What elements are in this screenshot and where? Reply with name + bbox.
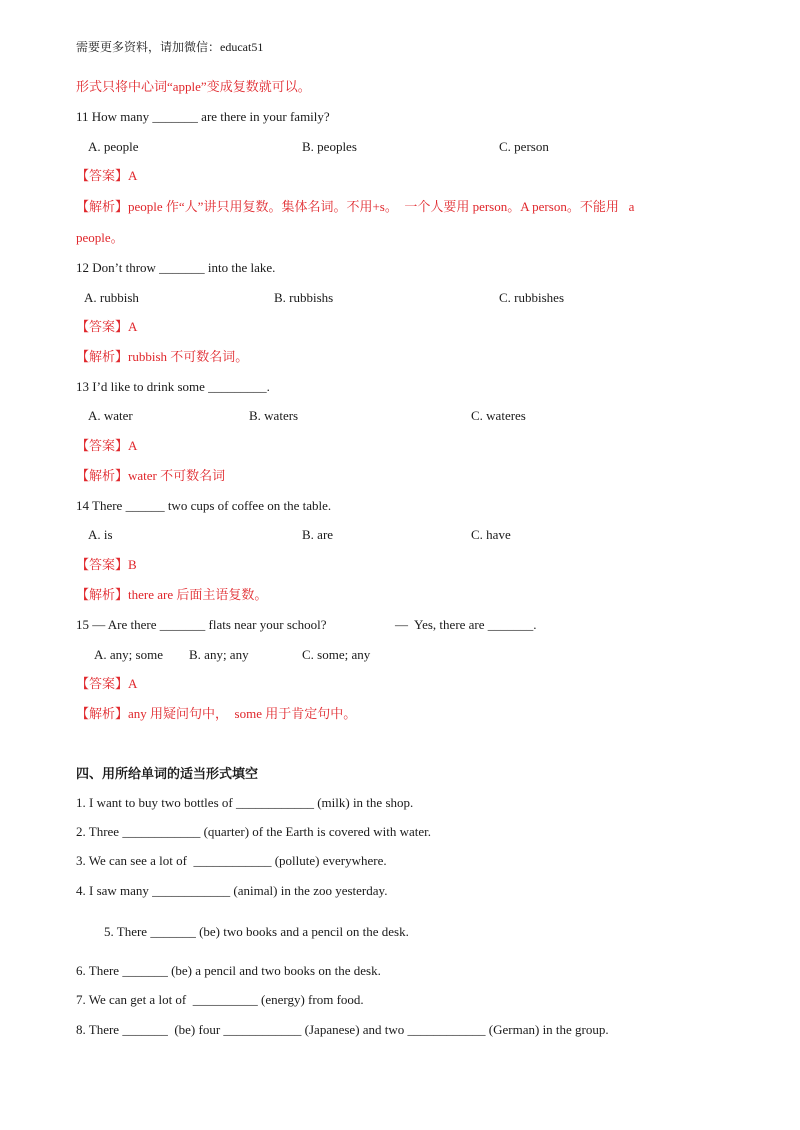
question-13-analysis: 【解析】water 不可数名词 bbox=[76, 468, 226, 483]
question-12-option-c: C. rubbishes bbox=[499, 290, 564, 305]
question-15-option-c: C. some; any bbox=[302, 647, 371, 662]
section-4-item-6: 6. There _______ (be) a pencil and two books on the desk. bbox=[76, 963, 381, 978]
section-4-item-7: 7. We can get a lot of __________ (energy) from food. bbox=[76, 992, 364, 1007]
question-14-stem: 14 There ______ two cups of coffee on the table. bbox=[76, 498, 332, 513]
section-4-item-8: 8. There _______ (be) four ____________ (Japanese) and two ____________ (German) in the group. bbox=[76, 1022, 609, 1037]
question-13-option-c: C. wateres bbox=[471, 408, 526, 423]
section-4-item-3: 3. We can see a lot of ____________ (pollute) everywhere. bbox=[76, 853, 387, 868]
question-14-answer: 【答案】B bbox=[76, 557, 137, 572]
question-11-option-c: C. person bbox=[499, 139, 549, 154]
question-12-option-a: A. rubbish bbox=[84, 290, 139, 305]
question-11-stem: 11 How many _______ are there in your family? bbox=[76, 109, 330, 124]
question-12-answer: 【答案】A bbox=[76, 319, 138, 334]
question-12-stem: 12 Don’t throw _______ into the lake. bbox=[76, 260, 276, 275]
section-4-item-4: 4. I saw many ____________ (animal) in the zoo yesterday. bbox=[76, 883, 388, 898]
question-15-stem: 15 — Are there _______ flats near your school? bbox=[76, 617, 327, 632]
question-15-analysis: 【解析】any 用疑问句中， some 用于肯定句中。 bbox=[76, 706, 357, 721]
section-4-item-5: 5. There _______ (be) two books and a pencil on the desk. bbox=[104, 924, 409, 939]
section-4-item-1: 1. I want to buy two bottles of ____________ (milk) in the shop. bbox=[76, 795, 414, 810]
question-11-analysis-cont: people。 bbox=[76, 230, 124, 245]
question-11-option-b: B. peoples bbox=[302, 139, 357, 154]
question-14-option-a: A. is bbox=[88, 527, 113, 542]
question-15-reply: — Yes, there are _______. bbox=[395, 617, 537, 632]
question-11-option-a: A. people bbox=[88, 139, 139, 154]
question-13-option-b: B. waters bbox=[249, 408, 299, 423]
intro-note: 形式只将中心词“apple”变成复数就可以。 bbox=[76, 79, 311, 94]
question-12-analysis: 【解析】rubbish 不可数名词。 bbox=[76, 349, 249, 364]
question-14-option-c: C. have bbox=[471, 527, 511, 542]
question-15-option-a: A. any; some bbox=[94, 647, 163, 662]
question-11-answer: 【答案】A bbox=[76, 168, 138, 183]
question-14-option-b: B. are bbox=[302, 527, 334, 542]
question-11-analysis: 【解析】people 作“人”讲只用复数。集体名词。不用+s。 一个人要用 person。A person。不能用 a bbox=[76, 199, 635, 214]
question-15-option-b: B. any; any bbox=[189, 647, 249, 662]
question-13-option-a: A. water bbox=[88, 408, 133, 423]
question-14-analysis: 【解析】there are 后面主语复数。 bbox=[76, 587, 268, 602]
question-15-answer: 【答案】A bbox=[76, 676, 138, 691]
question-13-stem: 13 I’d like to drink some _________. bbox=[76, 379, 270, 394]
section-4-item-2: 2. Three ____________ (quarter) of the Earth is covered with water. bbox=[76, 824, 431, 839]
question-13-answer: 【答案】A bbox=[76, 438, 138, 453]
page-header: 需要更多资料，请加微信：educat51 bbox=[76, 40, 264, 54]
section-4-title: 四、用所给单词的适当形式填空 bbox=[76, 766, 259, 781]
question-12-option-b: B. rubbishs bbox=[274, 290, 334, 305]
